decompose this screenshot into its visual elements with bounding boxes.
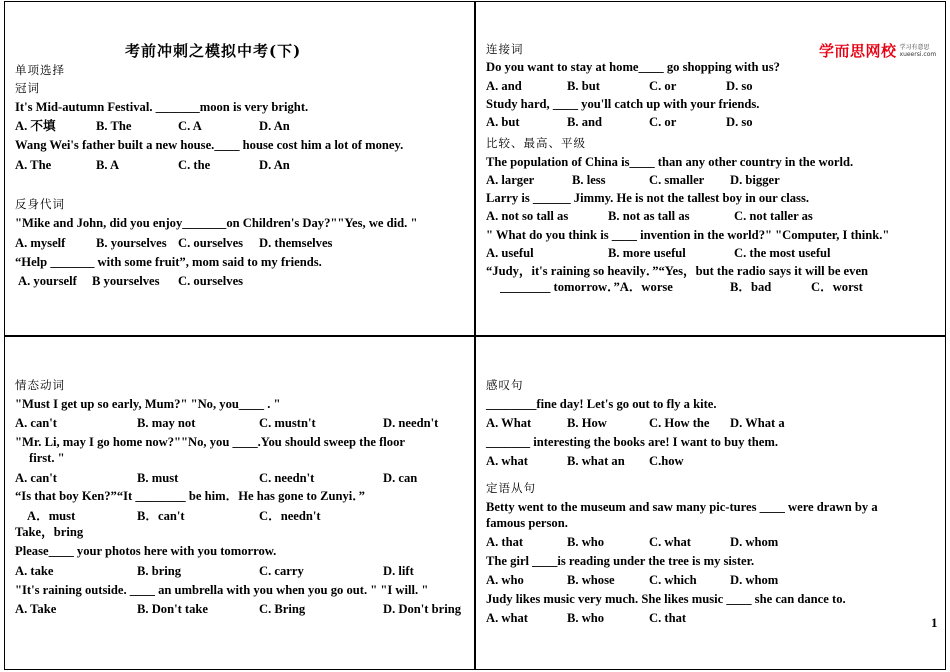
option-a[interactable]: A. who xyxy=(486,573,524,587)
option-b[interactable]: B. who xyxy=(567,611,605,625)
question-text: _______ interesting the books are! I want to buy them. xyxy=(486,435,778,449)
option-c[interactable]: C. smaller xyxy=(649,173,705,187)
option-a[interactable]: A. what xyxy=(486,611,528,625)
question-text: Wang Wei's father built a new house.____ house cost him a lot of money. xyxy=(15,138,404,152)
question-text: ________fine day! Let's go out to fly a kite. xyxy=(486,397,717,411)
option-b[interactable]: B. whose xyxy=(567,573,615,587)
option-c[interactable]: C. what xyxy=(649,535,691,549)
panel-modals xyxy=(4,336,475,670)
logo-brand: 学而思网校 xyxy=(819,42,897,60)
option-a[interactable]: A. The xyxy=(15,158,52,172)
question-text: "Must I get up so early, Mum?" "No, you____ . " xyxy=(15,397,281,411)
option-c[interactable]: C. carry xyxy=(259,564,304,578)
option-b[interactable]: B. must xyxy=(137,471,179,485)
option-a[interactable]: A. useful xyxy=(486,246,534,260)
option-c[interactable]: C. or xyxy=(649,115,677,129)
option-c[interactable]: C. ourselves xyxy=(178,236,244,250)
option-c[interactable]: C. A xyxy=(178,119,202,133)
question-text: The girl ____is reading under the tree is my sister. xyxy=(486,554,755,568)
option-a[interactable]: A. what xyxy=(486,454,528,468)
option-a[interactable]: A. take xyxy=(15,564,54,578)
panel-exclamations-attributive xyxy=(475,336,946,670)
option-c[interactable]: C. ourselves xyxy=(178,274,244,288)
section-heading: 单项选择 xyxy=(15,63,65,77)
option-a[interactable]: A．must xyxy=(27,509,76,523)
category-heading: 冠词 xyxy=(15,81,40,95)
question-text: “Help _______ with some fruit”, mom said to my friends. xyxy=(15,255,322,269)
option-a[interactable]: A. not so tall as xyxy=(486,209,569,223)
question-text: "Mike and John, did you enjoy_______on Children's Day?""Yes, we did. " xyxy=(15,216,418,230)
option-a[interactable]: A. can't xyxy=(15,416,57,430)
option-b[interactable]: B．can't xyxy=(137,509,185,523)
category-heading: 反身代词 xyxy=(15,197,65,211)
option-b[interactable]: B．bad xyxy=(730,280,772,294)
option-d[interactable]: D. so xyxy=(726,115,753,129)
option-c[interactable]: C. needn't xyxy=(259,471,315,485)
question-text: Please____ your photos here with you tomorrow. xyxy=(15,544,277,558)
question-text-continued: first. " xyxy=(29,451,65,465)
option-d[interactable]: D. themselves xyxy=(259,236,333,250)
question-text: Judy likes music very much. She likes music ____ she can dance to. xyxy=(486,592,846,606)
question-text: Betty went to the museum and saw many pic-tures ____ were drawn by a xyxy=(486,500,878,514)
subsection-heading: Take，bring xyxy=(15,525,84,539)
option-b[interactable]: B. more useful xyxy=(608,246,686,260)
option-d[interactable]: D. What a xyxy=(730,416,785,430)
logo-url: xueersi.com xyxy=(899,50,937,58)
option-d[interactable]: D. so xyxy=(726,79,753,93)
category-heading: 连接词 xyxy=(486,42,524,56)
option-c[interactable]: C．worst xyxy=(811,280,863,294)
option-a[interactable]: A. Take xyxy=(15,602,57,616)
option-b[interactable]: B. what an xyxy=(567,454,625,468)
option-a[interactable]: A. What xyxy=(486,416,532,430)
panel-conjunctions-comparison xyxy=(475,1,946,336)
page-title: 考前冲刺之模拟中考(下) xyxy=(125,42,302,60)
option-c[interactable]: C. Bring xyxy=(259,602,306,616)
option-b[interactable]: B yourselves xyxy=(92,274,160,288)
question-text-continued: famous person. xyxy=(486,516,568,530)
option-c[interactable]: C. mustn't xyxy=(259,416,316,430)
option-d[interactable]: D. lift xyxy=(383,564,414,578)
question-text: Study hard, ____ you'll catch up with your friends. xyxy=(486,97,760,111)
panel-articles-reflexive xyxy=(4,1,475,336)
question-text: "It's raining outside. ____ an umbrella with you when you go out. " "I will. " xyxy=(15,583,429,597)
question-text: "Mr. Li, may I go home now?""No, you ____.You should sweep the floor xyxy=(15,435,405,449)
option-c[interactable]: C．needn't xyxy=(259,509,321,523)
option-b[interactable]: B. not as tall as xyxy=(608,209,690,223)
option-d[interactable]: D. whom xyxy=(730,535,779,549)
option-c[interactable]: C. or xyxy=(649,79,677,93)
category-heading: 定语从句 xyxy=(486,481,536,495)
option-b[interactable]: B. A xyxy=(96,158,120,172)
question-text: The population of China is____ than any other country in the world. xyxy=(486,155,854,169)
question-text: " What do you think is ____ invention in the world?" "Computer, I think." xyxy=(486,228,890,242)
option-c[interactable]: C. that xyxy=(649,611,687,625)
question-text-continued: ________ tomorrow．”A．worse xyxy=(500,280,673,294)
option-a[interactable]: A. can't xyxy=(15,471,57,485)
option-c[interactable]: C. not taller as xyxy=(734,209,813,223)
option-a[interactable]: A. but xyxy=(486,115,520,129)
option-c[interactable]: C. the most useful xyxy=(734,246,831,260)
option-c[interactable]: C. which xyxy=(649,573,697,587)
option-c[interactable]: C.how xyxy=(649,454,684,468)
logo-slogan: 学习有意思 xyxy=(899,43,930,51)
category-heading: 感叹句 xyxy=(486,378,524,392)
page-number: 1 xyxy=(931,615,938,630)
question-text: It's Mid-autumn Festival. _______moon is very bright. xyxy=(15,100,309,114)
option-b[interactable]: B. may not xyxy=(137,416,196,430)
option-b[interactable]: B. bring xyxy=(137,564,182,578)
option-b[interactable]: B. The xyxy=(96,119,132,133)
option-b[interactable]: B. yourselves xyxy=(96,236,167,250)
option-b[interactable]: B. and xyxy=(567,115,603,129)
question-text: Larry is ______ Jimmy. He is not the tallest boy in our class. xyxy=(486,191,810,205)
option-d[interactable]: D. An xyxy=(259,119,290,133)
option-a[interactable]: A. larger xyxy=(486,173,535,187)
option-d[interactable]: D. can xyxy=(383,471,418,485)
question-text: Do you want to stay at home____ go shopping with us? xyxy=(486,60,780,74)
question-text: “Is that boy Ken?”“It ________ be him．He has gone to Zunyi．” xyxy=(15,489,365,503)
question-text: “Judy，it's raining so heavily．”“Yes，but the radio says it will be even xyxy=(486,264,869,278)
category-heading: 比较、最高、平级 xyxy=(486,136,586,150)
option-b[interactable]: B. How xyxy=(567,416,607,430)
category-heading: 情态动词 xyxy=(15,378,65,392)
option-a[interactable]: A. and xyxy=(486,79,522,93)
option-c[interactable]: C. the xyxy=(178,158,211,172)
option-d[interactable]: D. whom xyxy=(730,573,779,587)
option-a[interactable]: A. 不填 xyxy=(15,119,56,133)
option-b[interactable]: B. less xyxy=(572,173,606,187)
option-d[interactable]: D. An xyxy=(259,158,290,172)
option-d[interactable]: D. needn't xyxy=(383,416,439,430)
option-b[interactable]: B. who xyxy=(567,535,605,549)
option-a[interactable]: A. that xyxy=(486,535,524,549)
option-d[interactable]: D. Don't bring xyxy=(383,602,462,616)
option-a[interactable]: A. myself xyxy=(15,236,66,250)
option-c[interactable]: C. How the xyxy=(649,416,710,430)
option-d[interactable]: D. bigger xyxy=(730,173,780,187)
option-a[interactable]: A. yourself xyxy=(18,274,77,288)
option-b[interactable]: B. Don't take xyxy=(137,602,209,616)
option-b[interactable]: B. but xyxy=(567,79,600,93)
